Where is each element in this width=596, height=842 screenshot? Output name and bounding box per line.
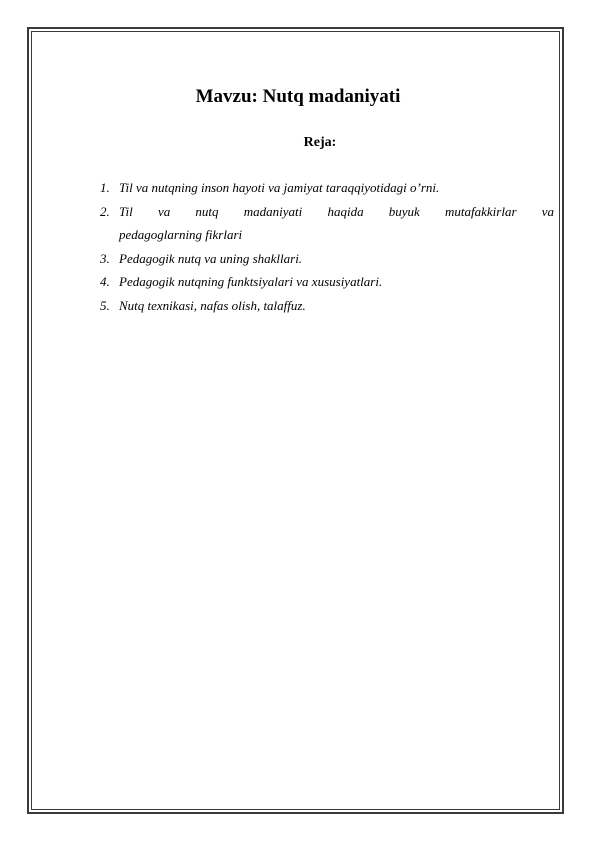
plan-item-number: 3. <box>100 250 110 266</box>
plan-item-number: 5. <box>100 297 110 313</box>
plan-item-line: Til va nutqning inson hayoti va jamiyat taraqqiyotidagi o’rni. <box>119 180 440 195</box>
plan-item-text <box>119 176 554 200</box>
plan-item-line: pedagoglarning fikrlari <box>119 227 243 243</box>
plan-item-line: Pedagogik nutqning funktsiyalari va xususiyatlari. <box>119 274 383 290</box>
plan-item-line: Nutq texnikasi, nafas olish, talaffuz. <box>119 297 306 313</box>
page-title: Mavzu: Nutq madaniyati <box>195 86 401 107</box>
plan-item-number: 2. <box>100 203 110 219</box>
plan-item-line: Til va nutq madaniyati haqida buyuk mutafakkirlar va <box>119 203 554 219</box>
plan-item-line: Pedagogik nutq va uning shakllari. <box>119 250 303 266</box>
plan-list <box>100 176 554 318</box>
plan-item-4 <box>100 270 554 294</box>
plan-item-text <box>119 294 554 318</box>
plan-item-number: 4. <box>100 274 110 290</box>
plan-item-text <box>119 270 554 294</box>
plan-item-3 <box>100 247 554 271</box>
plan-item-2 <box>100 200 554 247</box>
plan-item-5 <box>100 294 554 318</box>
plan-item-text <box>119 247 554 271</box>
plan-heading: Reja: <box>303 135 337 150</box>
plan-item-text <box>119 200 554 247</box>
plan-item-1 <box>100 176 554 200</box>
plan-item-number: 1. <box>100 180 110 195</box>
